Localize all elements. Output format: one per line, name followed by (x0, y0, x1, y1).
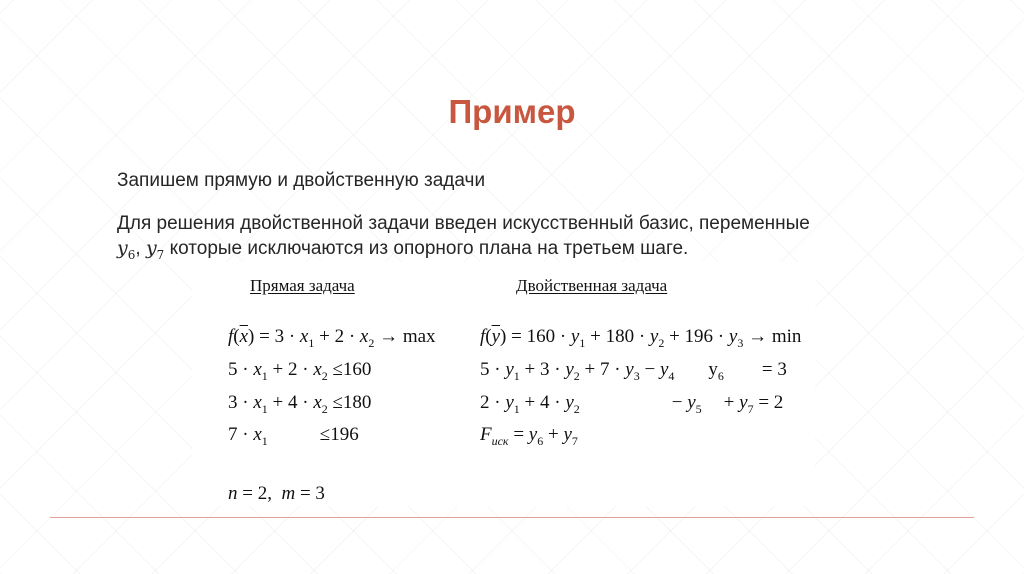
primal-constraint-2: $3 \cdot x_1 + 4 \cdot x_2 \le 180$ (228, 392, 372, 416)
primal-constraint-1: $5 \cdot x_1 + 2 \cdot x_2 \le 160$ (228, 359, 372, 383)
primal-objective: $f(\overline{x}) = 3 \cdot x_1 + 2 \cdot x_2 \to \max$ (228, 326, 436, 350)
dual-objective: $f(\overline{y}) = 160 \cdot y_1 + 180 \cdot y_2 + 196 \cdot y_3 \to \min$ (480, 326, 802, 350)
footer-divider (50, 517, 974, 518)
dual-header: Двойственная задача (516, 276, 668, 295)
paragraph-basis: Для решения двойственной задачи введен искусственный базис, переменные $y_6$, $y_7$ которые исключаются из опорного плана на третьем шаге. (117, 213, 810, 262)
paragraph-basis-text: Для решения двойственной задачи введен искусственный базис, переменные (117, 213, 810, 234)
dual-artificial-objective: $F_{иск} = y_6 + y_7$ (480, 424, 578, 448)
primal-constraint-3: $7 \cdot x_1 \le 196$ (228, 424, 359, 448)
paragraph-intro: Запишем прямую и двойственную задачи (117, 170, 486, 191)
primal-header: Прямая задача (250, 276, 355, 295)
var-y7: $y_7$ (145, 237, 165, 262)
var-y6: $y_6$ (117, 237, 136, 262)
dual-constraint-1: $5 \cdot y_1 + 3 \cdot y_2 + 7 \cdot y_3 - y_4$ $y_6 = 3$ (480, 359, 787, 383)
math-image (192, 262, 815, 506)
dual-constraint-2: $2 \cdot y_1 + 4 \cdot y_2 - y_5 + y_7 = 2$ (480, 392, 784, 416)
primal-dimensions: n = 2, m = 3 (228, 483, 325, 504)
paragraph-basis-rest: которые исключаются из опорного плана на третьем шаге. (164, 238, 689, 259)
slide-title: Пример (448, 93, 576, 130)
